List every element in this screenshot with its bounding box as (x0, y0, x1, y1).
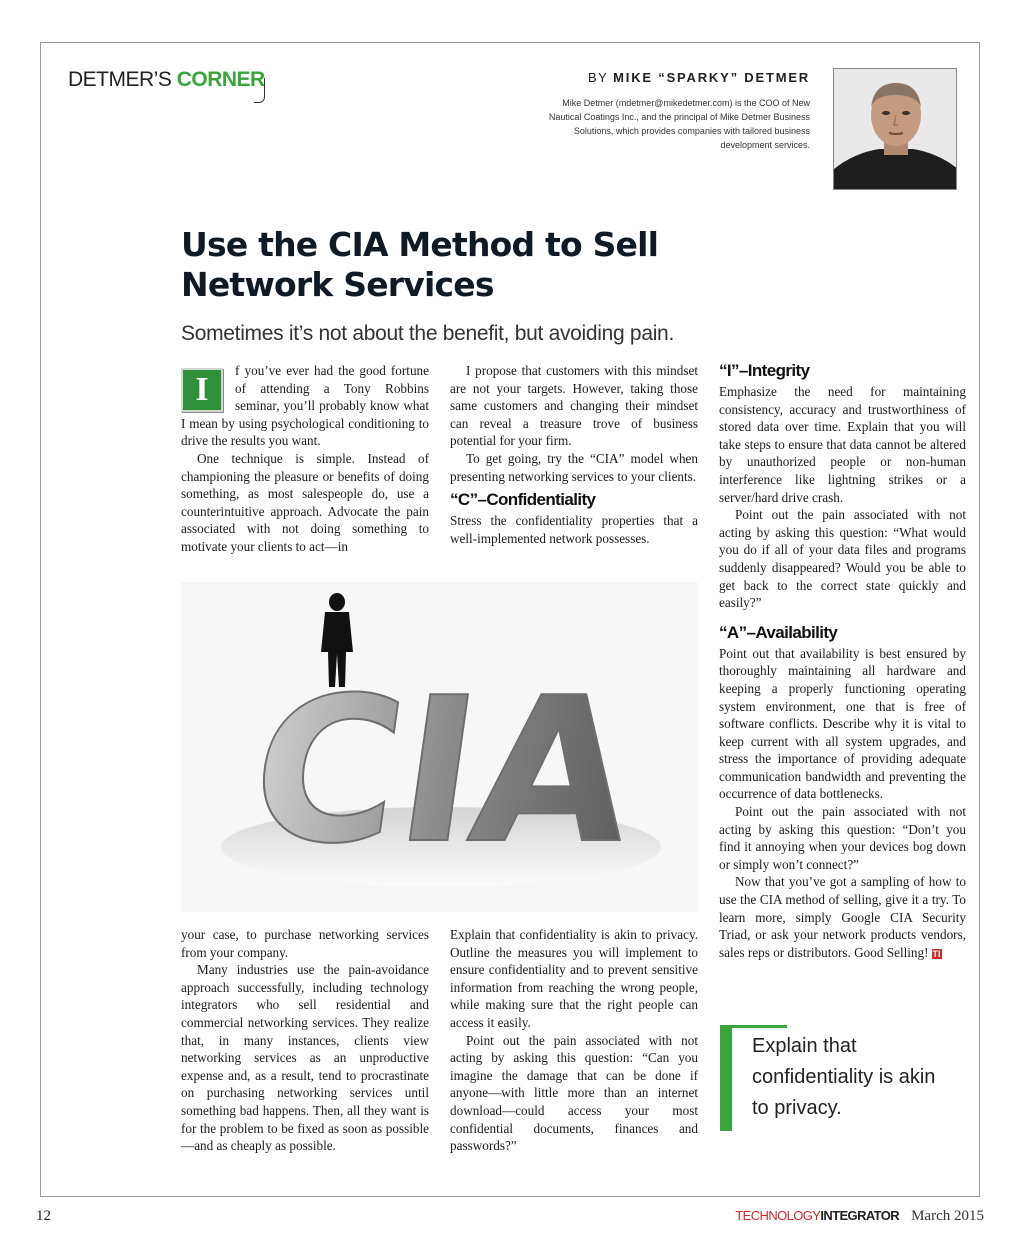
paragraph: Point out the pain associated with not acting by asking this question: “What would you do if all of your data files and programs suddenly disappeared? Would you be able to get back to the correct state quickly and easily?” (719, 507, 966, 611)
pull-quote (720, 1025, 950, 1131)
column-3 (719, 356, 966, 963)
byline-author: MIKE “SPARKY” DETMER (613, 70, 810, 85)
cia-letters: CIA (238, 654, 647, 888)
magazine-name-part1: TECHNOLOGY (735, 1208, 821, 1223)
subhead-confidentiality: “C”–Confidentiality (450, 490, 596, 510)
paragraph: Emphasize the need for maintaining consistency, accuracy and trustworthiness of stored data over time. Explain that you will take steps to ensure that data cannot be altered by unauthorized people or non-human interference like lightning strikes or a server/hard drive crash. (719, 384, 966, 505)
article-headline: Use the CIA Method to Sell Network Services (181, 225, 659, 304)
paragraph: One technique is simple. Instead of championing the pleasure or benefits of doing something, as most salespeople do, use a counterintuitive approach. Advocate the pain associated with not doing something to motivate your clients to act—in (181, 450, 429, 554)
closing-text: Now that you’ve got a sampling of how to use the CIA method of selling, give it a try. To learn more, simply Google CIA Security Triad, or ask your network products vendors, sales reps or distributors. Good Selling! (719, 874, 966, 960)
pull-quote-text: Explain that confidentiality is akin to privacy. (752, 1035, 936, 1119)
section-label-prefix: DETMER’S (68, 68, 177, 91)
column-1-bottom (181, 926, 429, 1155)
paragraph: f you’ve ever had the good fortune of attending a Tony Robbins seminar, you’ll probably know what I mean by using psychological conditioning to drive the results you want. (181, 363, 429, 449)
paragraph: your case, to purchase networking services from your company. (181, 927, 429, 960)
paragraph: Point out the pain associated with not acting by asking this question: “Don’t you find it annoying when your devices bog down or simply won’t connect?” (719, 804, 966, 872)
cia-illustration (181, 582, 698, 912)
section-hook-decoration (254, 78, 265, 103)
end-mark-icon: TI (932, 948, 941, 959)
magazine-name-part2: INTEGRATOR (820, 1208, 900, 1223)
page-number: 12 (36, 1208, 51, 1224)
pull-quote-rule (742, 1025, 787, 1028)
byline (588, 70, 810, 85)
paragraph: Explain that confidentiality is akin to privacy. Outline the measures you will implement to ensure confidentiality and to prevent sensitive information from reaching the wrong people, while making sure that the right people can access it easily. (450, 927, 698, 1030)
pull-quote-bar-inner (732, 1028, 742, 1131)
author-photo (833, 68, 957, 190)
article-deck: Sometimes it’s not about the benefit, but avoiding pain. (181, 322, 674, 345)
paragraph: Point out the pain associated with not acting by asking this question: “Can you imagine the damage that can be done if anyone—with little more than an internet download—could access your most confidential documents, finances and passwords?” (450, 1032, 698, 1154)
subhead-integrity: “I”–Integrity (719, 361, 810, 380)
column-2-bottom (450, 926, 698, 1155)
paragraph: Point out that availability is best ensured by thoroughly maintaining all hardware and keeping a properly functioning operating system environment, one that is free of software conflicts. Describe why it is vital to keep current with all system upgrades, and stress the importance of providing adequate communication bandwidth and preventing the occurrence of data bottlenecks. (719, 645, 966, 802)
paragraph: Many industries use the pain-avoidance approach successfully, including technology integrators who sell residential and commercial networking services. They realize that, in many instances, clients view networking services as an unproductive expense and, as a result, tend to procrastinate on purchasing networking services until something bad happens. Then, all they want is for the problem to be fixed as soon as possible—and as cheaply as possible. (181, 962, 429, 1154)
footer-masthead (735, 1208, 984, 1225)
column-2-top (450, 362, 698, 547)
paragraph (719, 873, 966, 963)
section-label-accent: CORNER (176, 68, 265, 91)
section-label (68, 68, 265, 92)
column-1-top (181, 362, 429, 556)
author-bio: Mike Detmer (mdetmer@mikedetmer.com) is the COO of New Nautical Coatings Inc., and the principal of Mike Detmer Business Solutions, which provides companies with tailored business development services. (548, 98, 810, 150)
paragraph: Stress the confidentiality properties that a well-implemented network possesses. (450, 513, 698, 546)
paragraph: To get going, try the “CIA” model when presenting networking services to your clients. (450, 450, 698, 484)
byline-prefix: BY (587, 70, 614, 85)
drop-cap: I (181, 368, 223, 412)
paragraph: I propose that customers with this mindset are not your targets. However, taking those same customers and changing their mindset can reveal a treasure trove of business potential for your firm. (450, 363, 698, 449)
issue-date: March 2015 (911, 1208, 984, 1224)
subhead-availability: “A”–Availability (719, 622, 838, 642)
